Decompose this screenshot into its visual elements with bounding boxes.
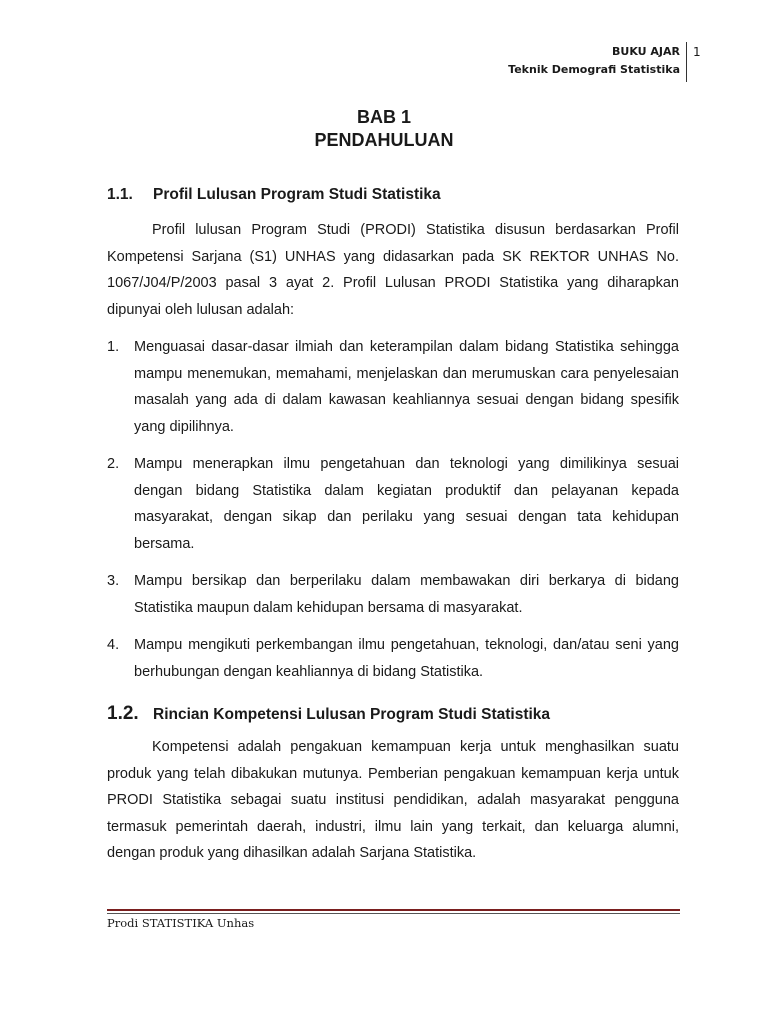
list-item-text: Mampu bersikap dan berperilaku dalam membawakan diri berkarya di bidang Statistika maupun dalam kehidupan bersama di masyarakat.	[134, 573, 679, 616]
section-heading-2	[107, 703, 679, 725]
chapter-title: PENDAHULUAN	[314, 130, 454, 150]
section-title: Profil Lulusan Program Studi Statistika	[153, 186, 441, 203]
section-1-paragraph: Profil lulusan Program Studi (PRODI) Statistika disusun berdasarkan Profil Kompetensi Sarjana (S1) UNHAS yang didasarkan pada SK REKTOR UNHAS No. 1067/J04/P/2003 pasal 3 ayat 2. Profil Lulusan PRODI Statistika yang diharapkan dipunyai oleh lulusan adalah:	[107, 222, 679, 318]
list-item-text: Mampu menerapkan ilmu pengetahuan dan teknologi yang dimilikinya sesuai dengan bidang Statistika dalam kegiatan produktif dan pelayanan kepada masyarakat, dengan sikap dan perilaku yang sesuai dengan tata kehidupan bersama.	[134, 456, 679, 552]
section-number: 1.1.	[107, 186, 133, 203]
section-2-paragraph: Kompetensi adalah pengakuan kemampuan kerja untuk menghasilkan suatu produk yang telah dibakukan mutunya. Pemberian pengakuan kemampuan kerja untuk PRODI Statistika sebagai suatu institusi pendidikan, adalah masyarakat pengguna termasuk pemerintah daerah, industri, ilmu lain yang terkait, dan keluarga alumni, dengan produk yang dihasilkan adalah Sarjana Statistika.	[107, 739, 679, 861]
list-item	[107, 451, 679, 557]
section-heading-1	[107, 186, 679, 204]
list-marker: 4.	[107, 637, 120, 653]
list-item	[107, 632, 679, 685]
list-item	[107, 568, 679, 621]
list-marker: 1.	[107, 339, 120, 355]
header-book-label: BUKU AJAR	[612, 45, 680, 58]
list-marker: 2.	[107, 456, 120, 472]
chapter-heading	[0, 106, 768, 152]
page-number: 1	[693, 45, 701, 59]
footer-label: Prodi STATISTIKA Unhas	[107, 916, 255, 930]
competency-list	[107, 334, 679, 685]
footer-rule-primary	[107, 909, 680, 911]
header-divider	[686, 42, 687, 82]
list-marker: 3.	[107, 573, 120, 589]
footer-rule-secondary	[107, 913, 680, 914]
section-title: Rincian Kompetensi Lulusan Program Studi Statistika	[153, 706, 551, 723]
chapter-label: BAB 1	[356, 107, 411, 127]
section-number: 1.2.	[107, 703, 139, 724]
running-header	[508, 43, 680, 79]
header-subtitle: Teknik Demografi Statistika	[508, 63, 680, 76]
list-item-text: Menguasai dasar-dasar ilmiah dan keterampilan dalam bidang Statistika sehingga mampu menemukan, memahami, menjelaskan dan merumuskan cara penyelesaian masalah yang ada di dalam kawasan keahliannya sesuai dengan bidang spesifik yang dipilihnya.	[134, 339, 679, 435]
list-item-text: Mampu mengikuti perkembangan ilmu pengetahuan, teknologi, dan/atau seni yang berhubungan dengan keahliannya di bidang Statistika.	[134, 637, 679, 680]
list-item	[107, 334, 679, 440]
